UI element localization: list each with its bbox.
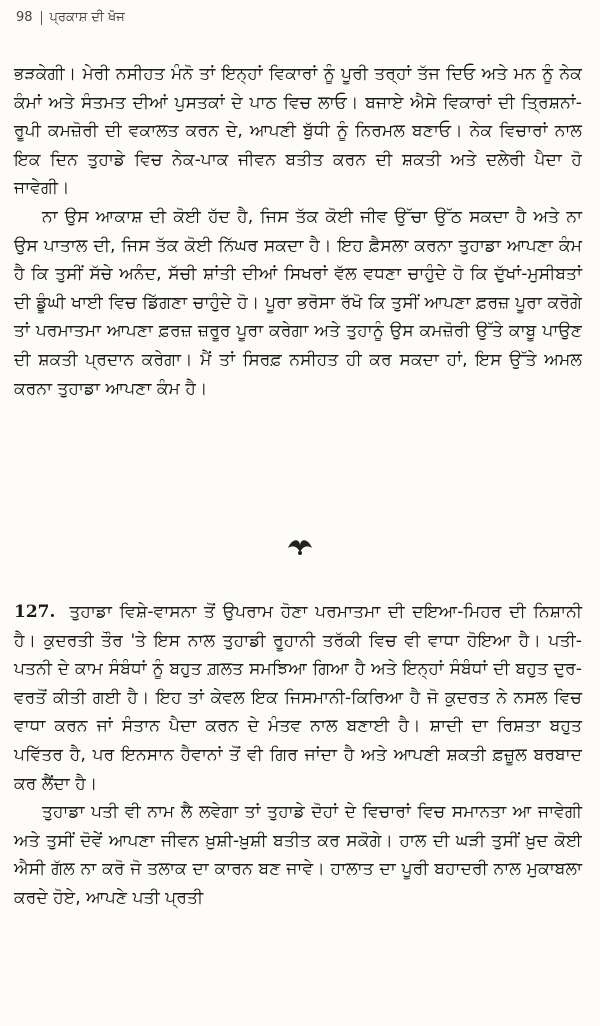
running-title: ਪ੍ਰਕਾਸ਼ ਦੀ ਖੋਜ <box>49 10 125 25</box>
header-divider <box>41 11 42 25</box>
leaf-ornament-icon <box>284 534 316 556</box>
paragraph: ਭੜਕੇਗੀ। ਮੇਰੀ ਨਸੀਹਤ ਮੰਨੋ ਤਾਂ ਇਨ੍ਹਾਂ ਵਿਕਾਰਾਂ ਨੂੰ ਪੂਰੀ ਤਰ੍ਹਾਂ ਤੱਜ ਦਿਓ ਅਤੇ ਮਨ ਨੂੰ ਨੇਕ ਕੰਮਾਂ ਅਤੇ ਸੰਤਮਤ ਦੀਆਂ ਪੁਸਤਕਾਂ ਦੇ ਪਾਠ ਵਿਚ ਲਾਓ। ਬਜਾਏ ਐਸੇ ਵਿਕਾਰਾਂ ਦੀ ਤ੍ਰਿਸ਼ਨਾਂ-ਰੂਪੀ ਕਮਜ਼ੋਰੀ ਦੀ ਵਕਾਲਤ ਕਰਨ ਦੇ, ਆਪਣੀ ਬੁੱਧੀ ਨੂੰ ਨਿਰਮਲ ਬਣਾਓ। ਨੇਕ ਵਿਚਾਰਾਂ ਨਾਲ ਇਕ ਦਿਨ ਤੁਹਾਡੇ ਵਿਚ ਨੇਕ-ਪਾਕ ਜੀਵਨ ਬਤੀਤ ਕਰਨ ਦੀ ਸ਼ਕਤੀ ਅਤੇ ਦਲੇਰੀ ਪੈਦਾ ਹੋ ਜਾਵੇਗੀ। <box>14 64 582 199</box>
text-block-1 <box>14 60 582 403</box>
page-number: 98 <box>16 10 33 25</box>
section-number: 127. <box>14 602 56 622</box>
paragraph-text: ਤੁਹਾਡਾ ਵਿਸ਼ੇ-ਵਾਸਨਾ ਤੋਂ ਉਪਰਾਮ ਹੋਣਾ ਪਰਮਾਤਮਾ ਦੀ ਦਇਆ-ਮਿਹਰ ਦੀ ਨਿਸ਼ਾਨੀ ਹੈ। ਕੁਦਰਤੀ ਤੌਰ 'ਤੇ ਇਸ ਨਾਲ ਤੁਹਾਡੀ ਰੂਹਾਨੀ ਤਰੱਕੀ ਵਿਚ ਵੀ ਵਾਧਾ ਹੋਇਆ ਹੈ। ਪਤੀ-ਪਤਨੀ ਦੇ ਕਾਮ ਸੰਬੰਧਾਂ ਨੂੰ ਬਹੁਤ ਗ਼ਲਤ ਸਮਝਿਆ ਗਿਆ ਹੈ ਅਤੇ ਇਨ੍ਹਾਂ ਸੰਬੰਧਾਂ ਦੀ ਬਹੁਤ ਦੁਰ-ਵਰਤੋਂ ਕੀਤੀ ਗਈ ਹੈ। ਇਹ ਤਾਂ ਕੇਵਲ ਇਕ ਜਿਸਮਾਨੀ-ਕਿਰਿਆ ਹੈ ਜੋ ਕੁਦਰਤ ਨੇ ਨਸਲ ਵਿਚ ਵਾਧਾ ਕਰਨ ਜਾਂ ਸੰਤਾਨ ਪੈਦਾ ਕਰਨ ਦੇ ਮੰਤਵ ਨਾਲ ਬਣਾਈ ਹੈ। ਸ਼ਾਦੀ ਦਾ ਰਿਸ਼ਤਾ ਬਹੁਤ ਪਵਿੱਤਰ ਹੈ, ਪਰ ਇਨਸਾਨ ਹੈਵਾਨਾਂ ਤੋਂ ਵੀ ਗਿਰ ਜਾਂਦਾ ਹੈ ਅਤੇ ਆਪਣੀ ਸ਼ਕਤੀ ਫ਼ਜ਼ੂਲ ਬਰਬਾਦ ਕਰ ਲੈਂਦਾ ਹੈ। <box>14 602 582 794</box>
paragraph: ਤੁਹਾਡਾ ਪਤੀ ਵੀ ਨਾਮ ਲੈ ਲਵੇਗਾ ਤਾਂ ਤੁਹਾਡੇ ਦੋਹਾਂ ਦੇ ਵਿਚਾਰਾਂ ਵਿਚ ਸਮਾਨਤਾ ਆ ਜਾਵੇਗੀ ਅਤੇ ਤੁਸੀਂ ਦੋਵੇਂ ਆਪਣਾ ਜੀਵਨ ਖ਼ੁਸ਼ੀ-ਖ਼ੁਸ਼ੀ ਬਤੀਤ ਕਰ ਸਕੋਗੇ। ਹਾਲ ਦੀ ਘੜੀ ਤੁਸੀਂ ਖ਼ੁਦ ਕੋਈ ਐਸੀ ਗੱਲ ਨਾ ਕਰੋ ਜੋ ਤਲਾਕ ਦਾ ਕਾਰਨ ਬਣ ਜਾਵੇ। ਹਾਲਾਤ ਦਾ ਪੂਰੀ ਬਹਾਦਰੀ ਨਾਲ ਮੁਕਾਬਲਾ ਕਰਦੇ ਹੋਏ, ਆਪਣੇ ਪਤੀ ਪ੍ਰਤੀ <box>14 802 582 908</box>
text-block-2 <box>14 598 582 913</box>
paragraph <box>14 598 582 798</box>
page-header <box>16 10 125 25</box>
paragraph: ਨਾ ਉਸ ਆਕਾਸ਼ ਦੀ ਕੋਈ ਹੱਦ ਹੈ, ਜਿਸ ਤੱਕ ਕੋਈ ਜੀਵ ਉੱਚਾ ਉੱਠ ਸਕਦਾ ਹੈ ਅਤੇ ਨਾ ਉਸ ਪਾਤਾਲ ਦੀ, ਜਿਸ ਤੱਕ ਕੋਈ ਨਿੱਘਰ ਸਕਦਾ ਹੈ। ਇਹ ਫ਼ੈਸਲਾ ਕਰਨਾ ਤੁਹਾਡਾ ਆਪਣਾ ਕੰਮ ਹੈ ਕਿ ਤੁਸੀਂ ਸੱਚੇ ਅਨੰਦ, ਸੱਚੀ ਸ਼ਾਂਤੀ ਦੀਆਂ ਸਿਖਰਾਂ ਵੱਲ ਵਧਣਾ ਚਾਹੁੰਦੇ ਹੋ ਕਿ ਦੁੱਖਾਂ-ਮੁਸੀਬਤਾਂ ਦੀ ਡੂੰਘੀ ਖਾਈ ਵਿਚ ਡਿੱਗਣਾ ਚਾਹੁੰਦੇ ਹੋ। ਪੂਰਾ ਭਰੋਸਾ ਰੱਖੋ ਕਿ ਤੁਸੀਂ ਆਪਣਾ ਫ਼ਰਜ਼ ਪੂਰਾ ਕਰੋਗੇ ਤਾਂ ਪਰਮਾਤਮਾ ਆਪਣਾ ਫ਼ਰਜ਼ ਜ਼ਰੂਰ ਪੂਰਾ ਕਰੇਗਾ ਅਤੇ ਤੁਹਾਨੂੰ ਉਸ ਕਮਜ਼ੋਰੀ ਉੱਤੇ ਕਾਬੂ ਪਾਉਣ ਦੀ ਸ਼ਕਤੀ ਪ੍ਰਦਾਨ ਕਰੇਗਾ। ਮੈਂ ਤਾਂ ਸਿਰਫ਼ ਨਸੀਹਤ ਹੀ ਕਰ ਸਕਦਾ ਹਾਂ, ਇਸ ਉੱਤੇ ਅਮਲ ਕਰਨਾ ਤੁਹਾਡਾ ਆਪਣਾ ਕੰਮ ਹੈ। <box>14 206 582 399</box>
